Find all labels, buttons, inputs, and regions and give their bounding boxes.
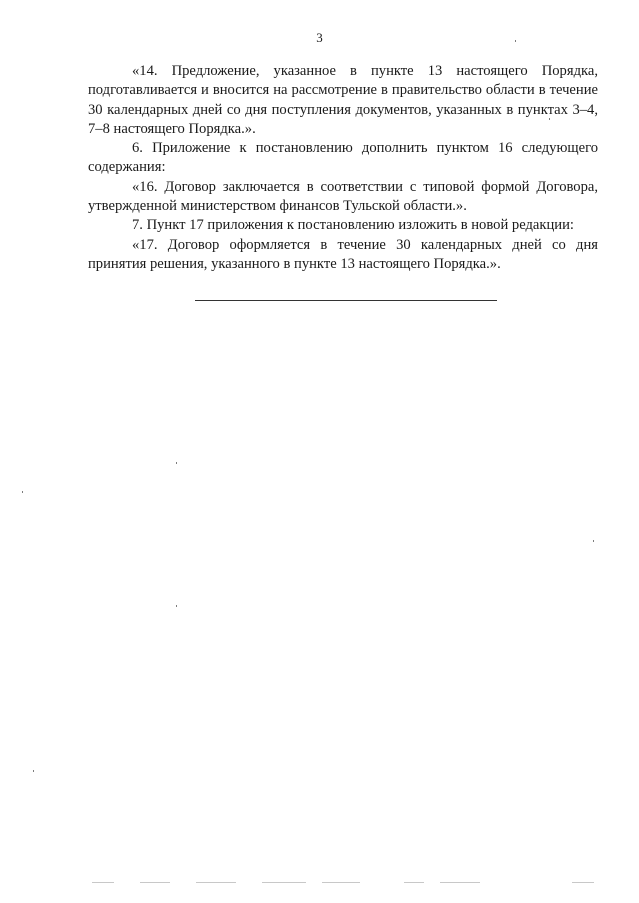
scan-speck [593, 540, 594, 542]
paragraph-item-17: «17. Договор оформляется в течение 30 календарных дней со дня принятия решения, указанного в пункте 13 настоящего Порядка.». [88, 236, 598, 272]
scan-speck [515, 40, 516, 42]
scan-speck [176, 605, 177, 607]
document-body [88, 62, 598, 274]
scan-edge-mark [322, 882, 360, 883]
paragraph-amendment-7: 7. Пункт 17 приложения к постановлению изложить в новой редакции: [132, 217, 574, 234]
scan-speck [33, 770, 34, 772]
scan-edge-mark [196, 882, 236, 883]
scan-edge-mark [404, 882, 424, 883]
scan-edge-mark [262, 882, 306, 883]
paragraph-amendment-6: 6. Приложение к постановлению дополнить пунктом 16 следующего содержания: [88, 140, 598, 176]
scan-edge-mark [440, 882, 480, 883]
scan-edge-mark [92, 882, 114, 883]
scan-edge-mark [572, 882, 594, 883]
scan-speck [22, 491, 23, 493]
paragraph-item-14: «14. Предложение, указанное в пункте 13 настоящего Порядка, подготавливается и вносится на рассмотрение в правительство области в течение 30 календарных дней со дня поступления документов, указанных в пунктах 3–4, 7–8 настоящего Порядка.». [88, 63, 598, 137]
scan-speck [549, 118, 550, 120]
scan-edge-mark [140, 882, 170, 883]
paragraph-item-16: «16. Договор заключается в соответствии с типовой формой Договора, утвержденной министерством финансов Тульской области.». [88, 178, 598, 215]
page-number: 3 [316, 30, 323, 45]
scan-speck [176, 462, 177, 464]
end-of-text-rule [195, 300, 497, 301]
